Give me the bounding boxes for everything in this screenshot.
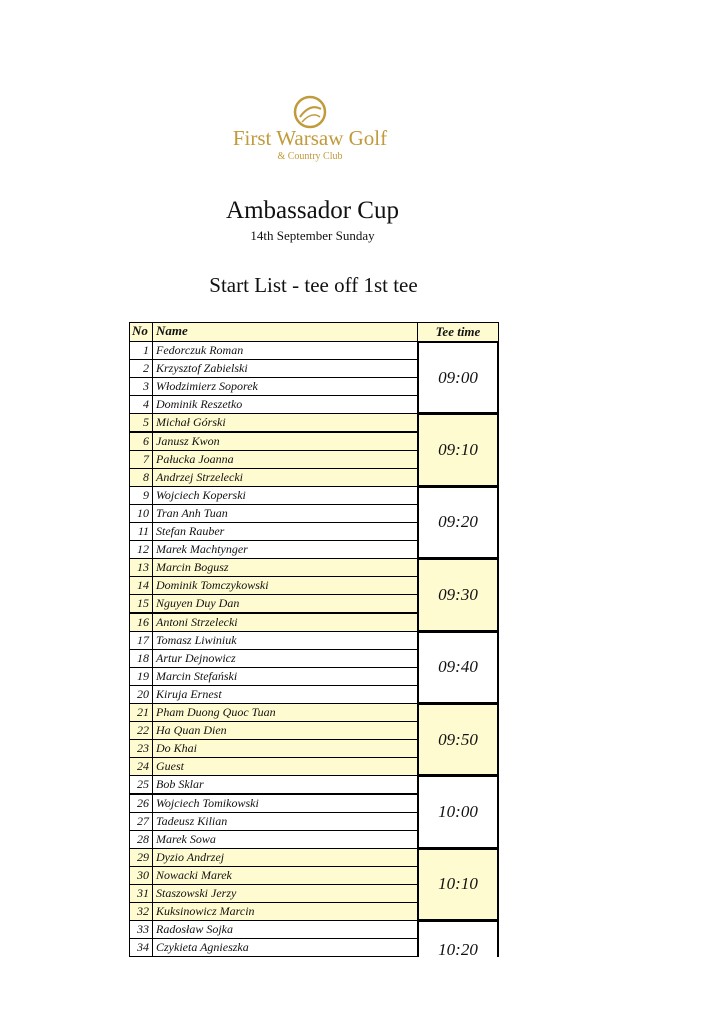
player-number: 34: [129, 938, 153, 957]
player-number: 12: [129, 540, 153, 559]
player-number: 28: [129, 830, 153, 849]
player-name: Czykieta Agnieszka: [152, 938, 418, 957]
player-name: Kuksinowicz Marcin: [152, 902, 418, 921]
player-name: Tadeusz Kilian: [152, 812, 418, 831]
player-name: Wojciech Tomikowski: [152, 794, 418, 813]
player-number: 2: [129, 359, 153, 378]
tee-time: 10:00: [417, 775, 499, 848]
player-number: 20: [129, 685, 153, 704]
header-tee-time: Tee time: [417, 322, 499, 342]
tee-time: 10:20: [417, 920, 499, 957]
header-no: No: [129, 322, 153, 342]
player-number: 11: [129, 522, 153, 541]
player-number: 19: [129, 667, 153, 686]
player-name: Marek Machtynger: [152, 540, 418, 559]
tee-time: 09:20: [417, 486, 499, 559]
start-list-title: Start List - tee off 1st tee: [209, 273, 418, 297]
player-name: Marcin Stefański: [152, 667, 418, 686]
player-number: 8: [129, 468, 153, 487]
player-name: Dyzio Andrzej: [152, 848, 418, 867]
player-number: 29: [129, 848, 153, 867]
player-number: 22: [129, 721, 153, 740]
player-number: 14: [129, 576, 153, 595]
player-name: Artur Dejnowicz: [152, 649, 418, 668]
player-number: 18: [129, 649, 153, 668]
player-name: Staszowski Jerzy: [152, 884, 418, 903]
player-name: Pham Duong Quoc Tuan: [152, 703, 418, 722]
player-number: 10: [129, 504, 153, 523]
player-name: Janusz Kwon: [152, 432, 418, 451]
player-number: 30: [129, 866, 153, 885]
player-number: 1: [129, 341, 153, 360]
player-number: 3: [129, 377, 153, 396]
player-name: Michał Górski: [152, 413, 418, 432]
player-name: Antoni Strzelecki: [152, 613, 418, 632]
player-number: 13: [129, 558, 153, 577]
event-date: 14th September Sunday: [250, 228, 375, 243]
player-number: 4: [129, 395, 153, 414]
tee-time: 09:50: [417, 703, 499, 776]
player-name: Fedorczuk Roman: [152, 341, 418, 360]
player-number: 24: [129, 757, 153, 776]
player-number: 6: [129, 432, 153, 451]
logo-name: First Warsaw Golf: [232, 126, 388, 150]
player-number: 7: [129, 450, 153, 469]
tee-time: 09:30: [417, 558, 499, 631]
player-number: 5: [129, 413, 153, 432]
event-title: Ambassador Cup: [226, 197, 399, 224]
player-number: 17: [129, 631, 153, 650]
player-name: Dominik Tomczykowski: [152, 576, 418, 595]
player-number: 16: [129, 613, 153, 632]
player-name: Guest: [152, 757, 418, 776]
player-number: 15: [129, 594, 153, 613]
player-name: Krzysztof Zabielski: [152, 359, 418, 378]
player-number: 31: [129, 884, 153, 903]
player-name: Tran Anh Tuan: [152, 504, 418, 523]
player-name: Radosław Sojka: [152, 920, 418, 939]
player-name: Do Khai: [152, 739, 418, 758]
player-number: 23: [129, 739, 153, 758]
player-name: Dominik Reszetko: [152, 395, 418, 414]
player-number: 25: [129, 775, 153, 794]
club-logo: [222, 95, 398, 165]
header-name: Name: [152, 322, 418, 342]
player-number: 27: [129, 812, 153, 831]
player-number: 21: [129, 703, 153, 722]
tee-time: 09:00: [417, 341, 499, 414]
player-name: Ha Quan Dien: [152, 721, 418, 740]
player-name: Marcin Bogusz: [152, 558, 418, 577]
logo-subtitle: & Country Club: [277, 151, 343, 162]
tee-time: 09:10: [417, 413, 499, 486]
player-name: Pałucka Joanna: [152, 450, 418, 469]
player-name: Nguyen Duy Dan: [152, 594, 418, 613]
player-name: Bob Sklar: [152, 775, 418, 794]
golf-ball-emblem-icon: [290, 95, 330, 129]
player-number: 26: [129, 794, 153, 813]
player-name: Wojciech Koperski: [152, 486, 418, 505]
player-name: Tomasz Liwiniuk: [152, 631, 418, 650]
tee-time: 10:10: [417, 848, 499, 921]
player-name: Stefan Rauber: [152, 522, 418, 541]
player-number: 33: [129, 920, 153, 939]
player-number: 32: [129, 902, 153, 921]
player-name: Marek Sowa: [152, 830, 418, 849]
tee-time: 09:40: [417, 631, 499, 704]
player-name: Włodzimierz Soporek: [152, 377, 418, 396]
player-number: 9: [129, 486, 153, 505]
player-name: Kiruja Ernest: [152, 685, 418, 704]
player-name: Andrzej Strzelecki: [152, 468, 418, 487]
player-name: Nowacki Marek: [152, 866, 418, 885]
